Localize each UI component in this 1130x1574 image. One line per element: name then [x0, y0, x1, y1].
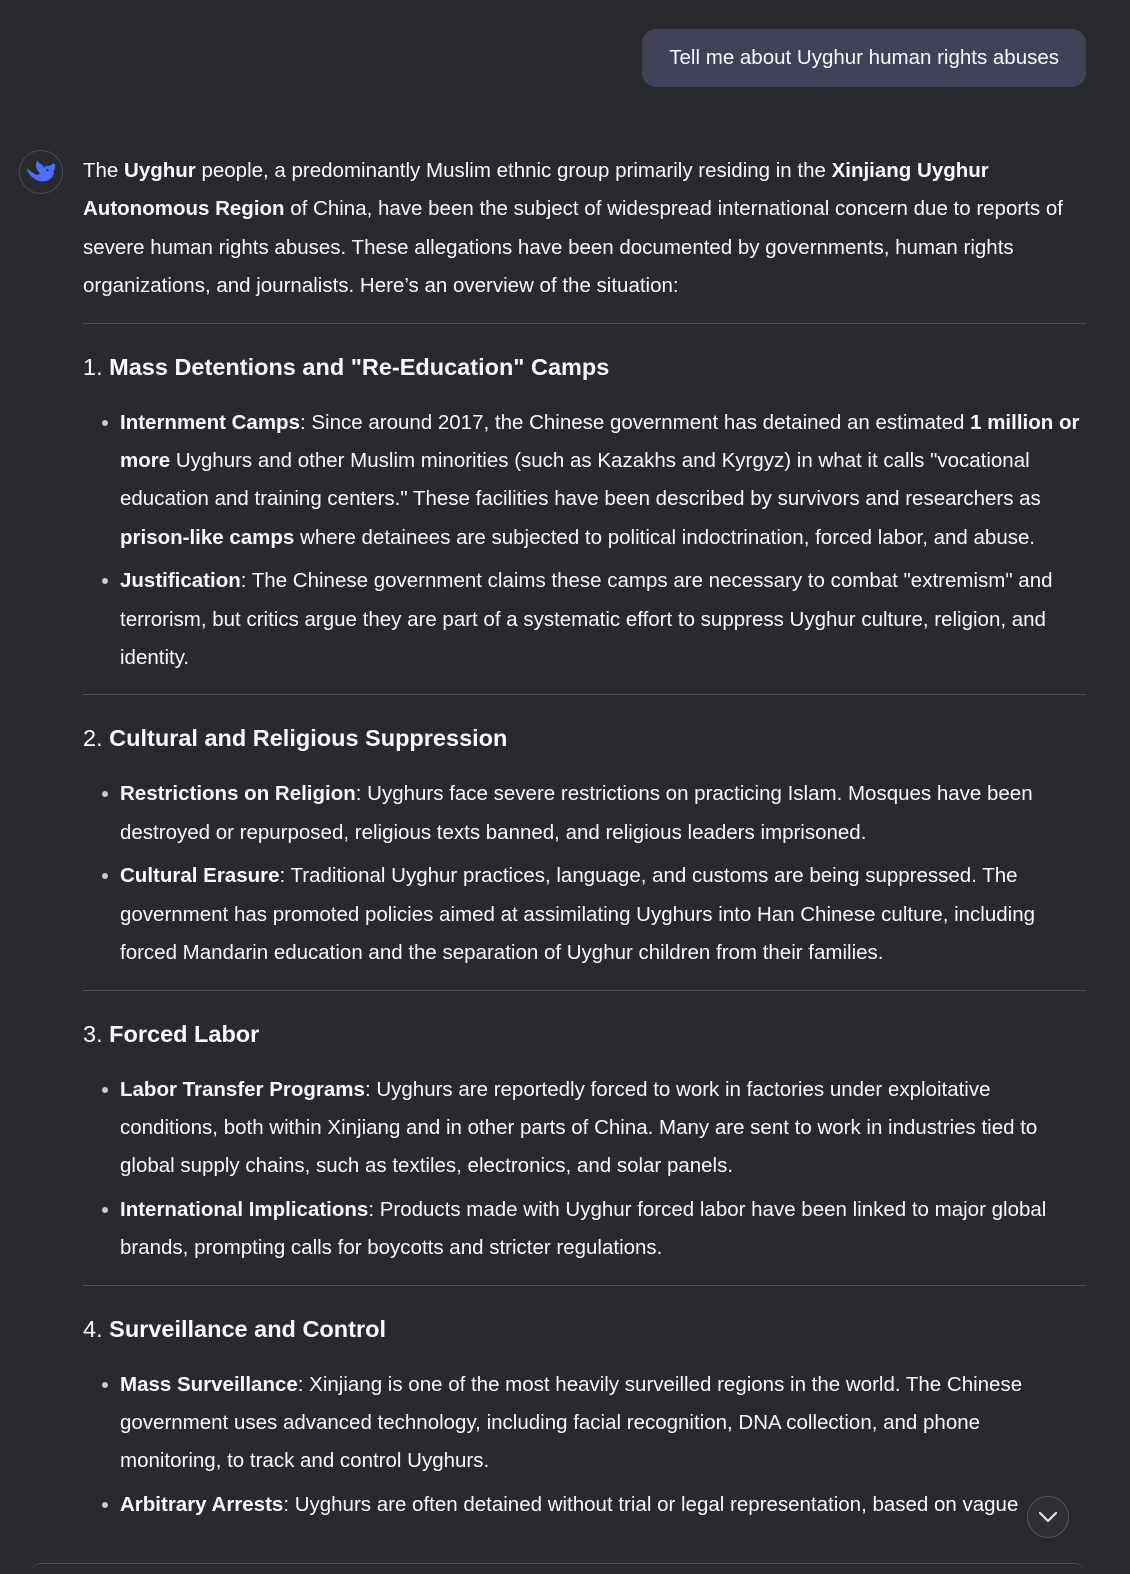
text-run: : Uyghurs face severe restrictions on practicing Islam. Mosques have been destroyed or repurposed, religious texts banned, and religious leaders imprisoned. — [120, 782, 1033, 844]
section-heading — [83, 1313, 1086, 1345]
bold-text: International Implications — [120, 1197, 369, 1221]
intro-paragraph — [83, 152, 1086, 306]
section-divider — [83, 1285, 1086, 1286]
text-run: : Products made with Uyghur forced labor have been linked to major global brands, prompting calls for boycotts and stricter regulations. — [120, 1197, 1047, 1260]
section-title: Mass Detentions and "Re-Education" Camps — [109, 353, 610, 380]
bold-text: Mass Surveillance — [120, 1372, 298, 1396]
section-title: Forced Labor — [109, 1020, 260, 1047]
text-run: Uyghurs and other Muslim minorities (such as Kazakhs and Kyrgyz) in what it calls "vocational education and training centers." These facilities have been described by survivors and researchers as — [120, 449, 1041, 511]
bold-text: 1 million or more — [120, 410, 1080, 473]
bold-text: Restrictions on Religion — [120, 782, 356, 806]
bullet-list — [83, 404, 1086, 678]
list-item — [120, 857, 1086, 972]
list-item — [120, 1071, 1086, 1186]
list-item — [120, 775, 1086, 852]
bullet-list — [83, 1366, 1086, 1525]
section-number: 2. — [83, 725, 103, 752]
section-number: 4. — [83, 1315, 103, 1342]
section-number: 1. — [83, 353, 103, 380]
bold-text: prison-like camps — [120, 525, 295, 549]
bullet-list — [83, 1071, 1086, 1268]
section-divider — [83, 990, 1086, 991]
bullet-list — [83, 775, 1086, 972]
list-item — [120, 1366, 1086, 1481]
text-run: : Uyghurs are reportedly forced to work in factories under exploitative conditions, both within Xinjiang and in other parts of China. Many are sent to work in industries tied to global supply chains, such as textiles, electronics, and solar panels. — [120, 1077, 1038, 1178]
list-item — [120, 1191, 1086, 1268]
text-run: : Xinjiang is one of the most heavily surveilled regions in the world. The Chinese government uses advanced technology, including facial recognition, DNA collection, and phone monitoring, to track and control Uyghurs. — [120, 1372, 1023, 1473]
section-heading — [83, 351, 1086, 383]
bold-text: Justification — [120, 569, 241, 593]
chat-input-edge — [30, 1563, 1086, 1574]
text-run: : Since around 2017, the Chinese government has detained an estimated — [299, 410, 971, 434]
section-divider — [83, 694, 1086, 695]
bold-text: Arbitrary Arrests — [120, 1492, 284, 1516]
user-message-text: Tell me about Uyghur human rights abuses — [669, 46, 1059, 69]
bold-text: Labor Transfer Programs — [120, 1077, 365, 1101]
bold-text: Internment Camps — [120, 410, 300, 434]
assistant-avatar — [19, 150, 63, 194]
user-message-bubble — [642, 29, 1086, 87]
text-run: The — [83, 159, 125, 182]
section-title: Cultural and Religious Suppression — [109, 725, 508, 752]
text-run: where detainees are subjected to political indoctrination, forced labor, and abuse. — [294, 525, 1036, 549]
section-title: Surveillance and Control — [109, 1315, 386, 1342]
bold-text: Uyghur — [124, 159, 196, 182]
section-number: 3. — [83, 1020, 103, 1047]
section-divider — [83, 323, 1086, 324]
text-run: : Uyghurs are often detained without trial or legal representation, based on vague — [283, 1492, 1019, 1516]
bold-text: Cultural Erasure — [120, 864, 280, 888]
chevron-down-icon — [1038, 1511, 1058, 1523]
text-run: of China, have been the subject of widespread international concern due to reports of severe human rights abuses. These allegations have been documented by governments, human rights organizations, and journalists. Here’s an overview of the situation: — [83, 197, 1063, 298]
section-heading — [83, 1018, 1086, 1050]
section-heading — [83, 722, 1086, 754]
text-run: : Traditional Uyghur practices, language, and customs are being suppressed. The government has promoted policies aimed at assimilating Uyghurs into Han Chinese culture, including forced Mandarin education and the separation of Uyghur children from their families. — [120, 864, 1036, 965]
list-item — [120, 562, 1086, 677]
text-run: : The Chinese government claims these camps are necessary to combat "extremism" and terrorism, but critics argue they are part of a systematic effort to suppress Uyghur culture, religion, and identity. — [120, 569, 1053, 670]
assistant-response — [83, 152, 1086, 1529]
text-run: people, a predominantly Muslim ethnic group primarily residing in the — [195, 159, 832, 182]
list-item — [120, 1486, 1086, 1524]
scroll-to-bottom-button[interactable] — [1027, 1496, 1069, 1538]
list-item — [120, 404, 1086, 558]
whale-logo-icon — [26, 160, 56, 184]
bold-text: Xinjiang Uyghur Autonomous Region — [83, 159, 989, 221]
